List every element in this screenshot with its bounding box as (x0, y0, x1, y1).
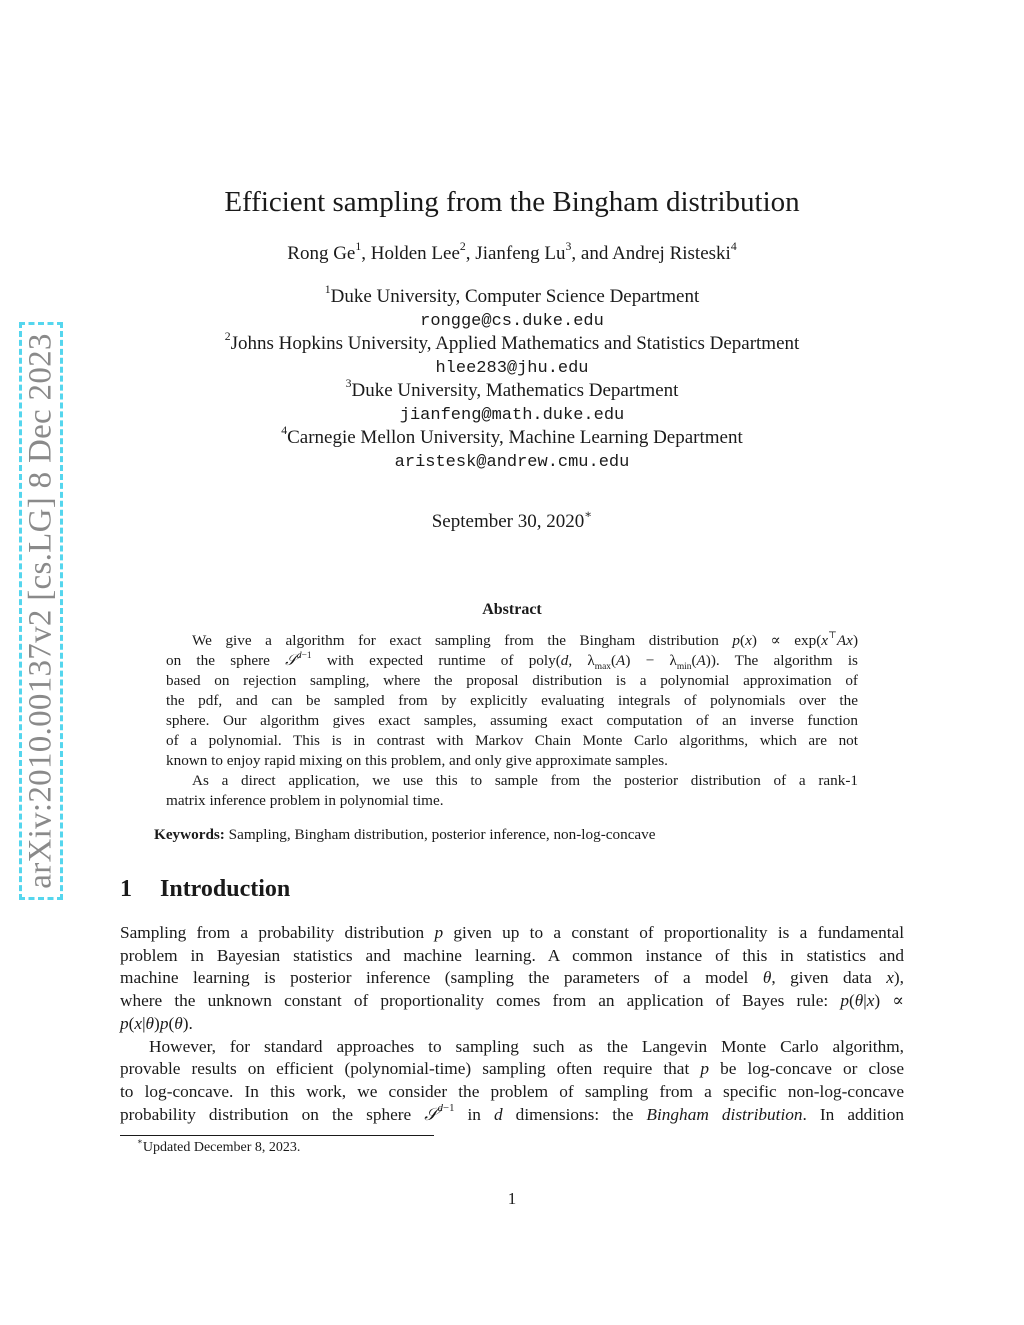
author-email[interactable]: aristesk@andrew.cmu.edu (394, 453, 630, 472)
author-email[interactable]: hlee283@jhu.edu (435, 359, 589, 378)
author-name: Andrej Risteski (612, 243, 731, 264)
paper-title: Efficient sampling from the Bingham distribution (224, 186, 800, 218)
body-line: provable results on efficient (polynomial-time) sampling often require that p be log-concave or close (120, 1059, 904, 1079)
abstract-line: As a direct application, we use this to sample from the posterior distribution of a rank-1 (192, 772, 858, 789)
text: We give a algorithm for exact sampling from the Bingham distribution (192, 632, 733, 649)
abstract-line: sphere. Our algorithm gives exact samples, assuming exact computation of an inverse function (166, 712, 858, 729)
affiliation-name: Johns Hopkins University, Applied Mathematics and Statistics Department (230, 333, 800, 354)
author-name: Holden Lee (370, 243, 460, 264)
abstract-line: We give a algorithm for exact sampling from the Bingham distribution p(x) ∝ exp(x⊤Ax) (192, 630, 858, 649)
section-heading (120, 876, 290, 903)
body-line: to log-concave. In this work, we consider the problem of sampling from a specific non-log-concave (120, 1081, 904, 1101)
affiliation-mark: 2 (224, 329, 231, 343)
text: probability distribution on the sphere (120, 1104, 425, 1124)
abstract-line: on the sphere 𝒮$^{d-1}$ with expected runtime of poly(d, $\lambda_{max}(A) - \lambda_{min}(A)$). The algorithm is (166, 650, 858, 673)
body-line: machine learning is posterior inference (sampling the parameters of a model θ, given data x), (120, 968, 904, 988)
body-line: However, for standard approaches to sampling such as the Langevin Monte Carlo algorithm, (149, 1036, 904, 1056)
section-title: Introduction (160, 876, 291, 902)
keywords (154, 826, 656, 844)
body-line: Sampling from a probability distribution p given up to a constant of proportionality is a fundamental (120, 923, 904, 942)
footnote-mark: ∗ (137, 1136, 143, 1147)
author-list (0, 239, 1024, 265)
affiliation-name: Duke University, Mathematics Department (351, 380, 679, 401)
affiliation (0, 376, 1024, 402)
abstract-body (166, 631, 858, 811)
footnote (137, 1136, 301, 1156)
text: . In addition (802, 1104, 904, 1124)
abstract-line: matrix inference problem in polynomial time. (166, 792, 444, 809)
publication-date (0, 507, 1024, 533)
author-affiliation-mark: 3 (565, 239, 572, 253)
abstract-line: based on rejection sampling, where the proposal distribution is a polynomial approximation of (166, 672, 858, 689)
affiliation-name: Carnegie Mellon University, Machine Learning Department (287, 427, 743, 448)
section-number: 1 (120, 876, 132, 902)
affiliation (0, 282, 1024, 308)
affiliation (0, 423, 1024, 449)
author-separator: , (361, 243, 371, 264)
abstract-heading: Abstract (482, 601, 542, 618)
date-text: September 30, 2020 (431, 511, 585, 532)
body-line: p(x|θ)p(θ). (120, 1013, 193, 1033)
affiliation-mark: 1 (324, 282, 331, 296)
body-line: where the unknown constant of proportionality comes from an application of Bayes rule: p(θ|x) ∝ (120, 991, 904, 1011)
abstract-line: the pdf, and can be sampled from by explicitly evaluating integrals of polynomials over the (166, 692, 858, 709)
keywords-label: Keywords: (154, 826, 225, 843)
arxiv-identifier: arXiv:2010.00137v2 [cs.LG] 8 Dec 2023 (22, 333, 59, 889)
affiliation (0, 329, 1024, 355)
affiliation-mark: 4 (281, 423, 288, 437)
author-email[interactable]: rongge@cs.duke.edu (420, 312, 604, 331)
body-line: probability distribution on the sphere 𝒮$^{d-1}$ in d dimensions: the Bingham distribution. In addition (120, 1102, 904, 1124)
author-separator: , (465, 243, 476, 264)
sphere-symbol: 𝒮 (285, 652, 297, 669)
author-separator: , and (571, 243, 613, 264)
author-name: Rong Ge (287, 243, 356, 264)
emphasis: Bingham distribution (646, 1104, 803, 1124)
page-number: 1 (507, 1189, 517, 1208)
author-name: Jianfeng Lu (475, 243, 566, 264)
abstract-line: of a polynomial. This is in contrast with Markov Chain Monte Carlo algorithms, which are not (166, 732, 858, 749)
affiliation-mark: 3 (345, 376, 352, 390)
affiliation-name: Duke University, Computer Science Department (330, 286, 700, 307)
author-affiliation-mark: 4 (730, 239, 737, 253)
footnote-mark: ∗ (584, 507, 593, 521)
body-line: problem in Bayesian statistics and machine learning. A common instance of this in statistics and (120, 945, 904, 965)
footnote-rule (120, 1135, 434, 1136)
author-affiliation-mark: 2 (459, 239, 466, 253)
author-email[interactable]: jianfeng@math.duke.edu (399, 406, 625, 425)
keywords-text: Sampling, Bingham distribution, posterior inference, non-log-concave (228, 826, 656, 843)
intro-paragraph (120, 922, 904, 1126)
footnote-text: Updated December 8, 2023. (142, 1140, 301, 1155)
abstract-line: known to enjoy rapid mixing on this problem, and only give approximate samples. (166, 752, 668, 769)
bingham-density-formula: p (732, 632, 740, 649)
sphere-symbol: 𝒮 (424, 1104, 438, 1124)
author-affiliation-mark: 1 (355, 239, 362, 253)
